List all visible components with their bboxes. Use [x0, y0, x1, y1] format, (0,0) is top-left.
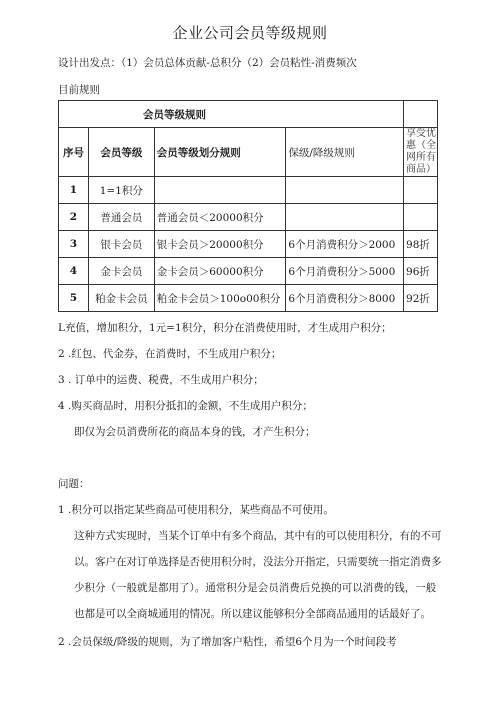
table-row	[59, 177, 438, 204]
document-title: 企业公司会员等级规则	[172, 24, 328, 42]
row-discount: 98折	[404, 231, 438, 258]
current-rules-label: 目前规则	[58, 84, 100, 96]
row-discount: 92折	[404, 285, 438, 312]
note-item: 即仅为会员消费所花的商品本身的钱，才产生积分；	[74, 426, 316, 438]
table-row	[59, 204, 438, 231]
row-no: 4	[59, 258, 89, 285]
header-discount: 享受优惠（全网所有商品）	[404, 128, 438, 177]
issue-item: 也都是可以全商城通用的情况。所以建议能够积分全部商品通用的话最好了。	[74, 608, 431, 620]
row-no: 5	[59, 285, 89, 312]
header-rule: 会员等级划分规则	[154, 128, 286, 177]
row-level: 1=1积分	[88, 177, 154, 204]
row-promote	[286, 177, 404, 204]
row-rule: 普通会员＜20000积分	[154, 204, 286, 231]
issue-item: 少积分（一般就是都用了）。通常积分是会员消费后兑换的可以消费的钱，一般	[74, 582, 437, 594]
row-no: 2	[59, 204, 89, 231]
row-level: 粕金卡会员	[88, 285, 154, 312]
note-item: L充值，增加积分，1元=1积分，积分在消费使用时，才生成用户积分；	[58, 322, 392, 334]
note-item: 3 . 订单中的运费、税费，不生成用户积分；	[58, 374, 264, 386]
issue-item: 1 .积分可以指定某些商品可使用积分，某些商品不可使用。	[58, 504, 334, 516]
table-header-row	[59, 128, 438, 177]
issues-label: 问题：	[58, 478, 90, 490]
row-promote: 6个月消费积分＞2000	[286, 231, 404, 258]
issue-item: 2 .会员保级/降级的规则，为了增加客户粘性，希望6个月为一个时间段考	[58, 636, 397, 648]
row-level: 银卡会员	[88, 231, 154, 258]
row-discount: 96折	[404, 258, 438, 285]
membership-rules-table	[58, 100, 438, 312]
note-item: 4 .购买商品时，用积分抵扣的金额，不生成用户积分；	[58, 400, 313, 412]
issue-item: 以。客户在对订单选择是否使用积分时，没法分开指定，只需要统一指定消费多	[74, 556, 442, 568]
table-row	[59, 258, 438, 285]
table-title-row	[59, 101, 438, 128]
header-level: 会员等级	[88, 128, 154, 177]
row-level: 金卡会员	[88, 258, 154, 285]
row-no: 3	[59, 231, 89, 258]
row-discount	[404, 177, 438, 204]
table-title: 会员等级规则	[59, 101, 404, 128]
row-rule	[154, 177, 286, 204]
row-rule: 粕金卡会员＞100o00积分	[154, 285, 286, 312]
row-rule: 金卡会员＞60000积分	[154, 258, 286, 285]
header-no: 序号	[59, 128, 89, 177]
issue-item: 这种方式实现时，当某个订单中有多个商品，其中有的可以使用积分，有的不可	[74, 530, 442, 542]
row-no: 1	[59, 177, 89, 204]
row-level: 普通会员	[88, 204, 154, 231]
design-intro: 设计出发点：（1）会员总体贡献-总积分（2）会员粘性-消费频次	[58, 57, 357, 69]
table-row	[59, 231, 438, 258]
table-row	[59, 285, 438, 312]
table-title-empty-cell	[404, 101, 438, 128]
row-promote	[286, 204, 404, 231]
row-discount	[404, 204, 438, 231]
row-rule: 银卡会员＞20000积分	[154, 231, 286, 258]
row-promote: 6个月消费积分＞5000	[286, 258, 404, 285]
header-promote: 保级/降级规则	[286, 128, 404, 177]
row-promote: 6个月消费积分＞8000	[286, 285, 404, 312]
note-item: 2 .红包、代金券，在消费时，不生成用户积分；	[58, 348, 282, 360]
